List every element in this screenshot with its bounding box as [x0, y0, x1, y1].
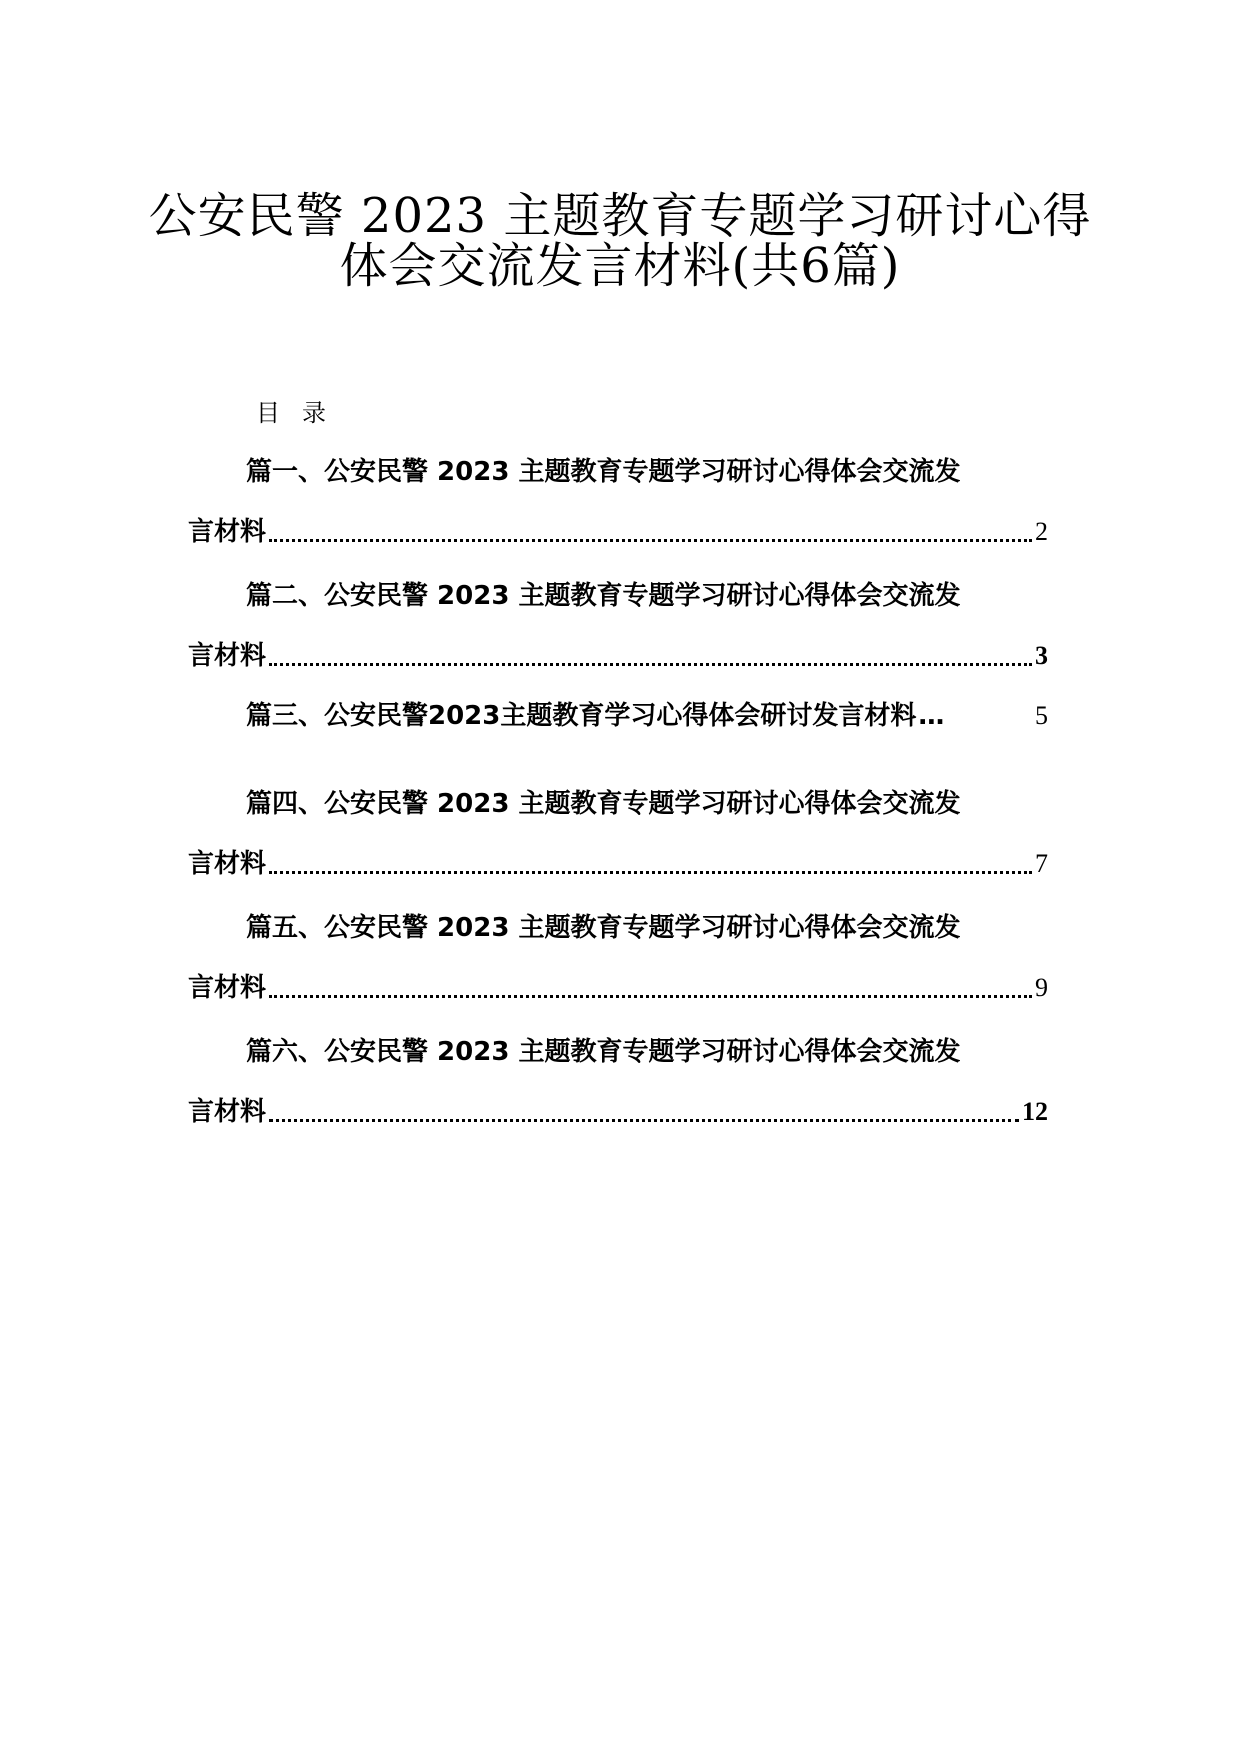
toc-entry-4-title[interactable]: 篇四、公安民警 2023 主题教育专题学习研讨心得体会交流发: [246, 789, 961, 819]
toc-entry-1-page-number: 2: [1035, 517, 1048, 546]
toc-entry-3-title: 篇三、公安民警2023主题教育学习心得体会研讨发言材料: [246, 701, 917, 731]
toc-entry-5-leader: [269, 995, 1032, 998]
toc-entry-6-title[interactable]: 篇六、公安民警 2023 主题教育专题学习研讨心得体会交流发: [246, 1037, 961, 1067]
toc-entry-4-leader: [269, 871, 1032, 874]
toc-entry-1-title-end: 言材料: [188, 517, 267, 547]
toc-entry-6-leader: [269, 1119, 1019, 1122]
toc-entry-5-title-end: 言材料: [188, 973, 267, 1003]
toc-entry-3-ellipsis: …: [918, 701, 945, 731]
toc-entry-4-page-number: 7: [1035, 849, 1048, 878]
toc-entry-1-continuation[interactable]: [188, 515, 1048, 549]
toc-entry-3-page-number: 5: [1035, 701, 1048, 730]
toc-entry-2-title[interactable]: 篇二、公安民警 2023 主题教育专题学习研讨心得体会交流发: [246, 581, 961, 611]
toc-entry-1-title[interactable]: 篇一、公安民警 2023 主题教育专题学习研讨心得体会交流发: [246, 457, 961, 487]
toc-entry-2-title-end: 言材料: [188, 641, 267, 671]
document-title-line-2: 体会交流发言材料(共6篇): [339, 238, 901, 294]
toc-entry-6-title-end: 言材料: [188, 1097, 267, 1127]
toc-entry-4-title-end: 言材料: [188, 849, 267, 879]
document-title-line-1: 公安民警 2023 主题教育专题学习研讨心得: [148, 188, 1092, 244]
toc-entry-6-page-number: 12: [1022, 1097, 1048, 1126]
toc-entry-1-leader: [269, 539, 1032, 542]
toc-entry-4-continuation[interactable]: [188, 847, 1048, 881]
toc-entry-2-leader: [269, 663, 1032, 666]
toc-entry-5-title[interactable]: 篇五、公安民警 2023 主题教育专题学习研讨心得体会交流发: [246, 913, 961, 943]
toc-heading: 目录: [256, 399, 348, 427]
toc-entry-3[interactable]: [246, 699, 1048, 733]
toc-entry-5-continuation[interactable]: [188, 971, 1048, 1005]
toc-entry-2-page-number: 3: [1035, 641, 1048, 670]
toc-entry-5-page-number: 9: [1035, 973, 1048, 1002]
toc-entry-2-continuation[interactable]: [188, 639, 1048, 673]
toc-entry-6-continuation[interactable]: [188, 1095, 1048, 1129]
